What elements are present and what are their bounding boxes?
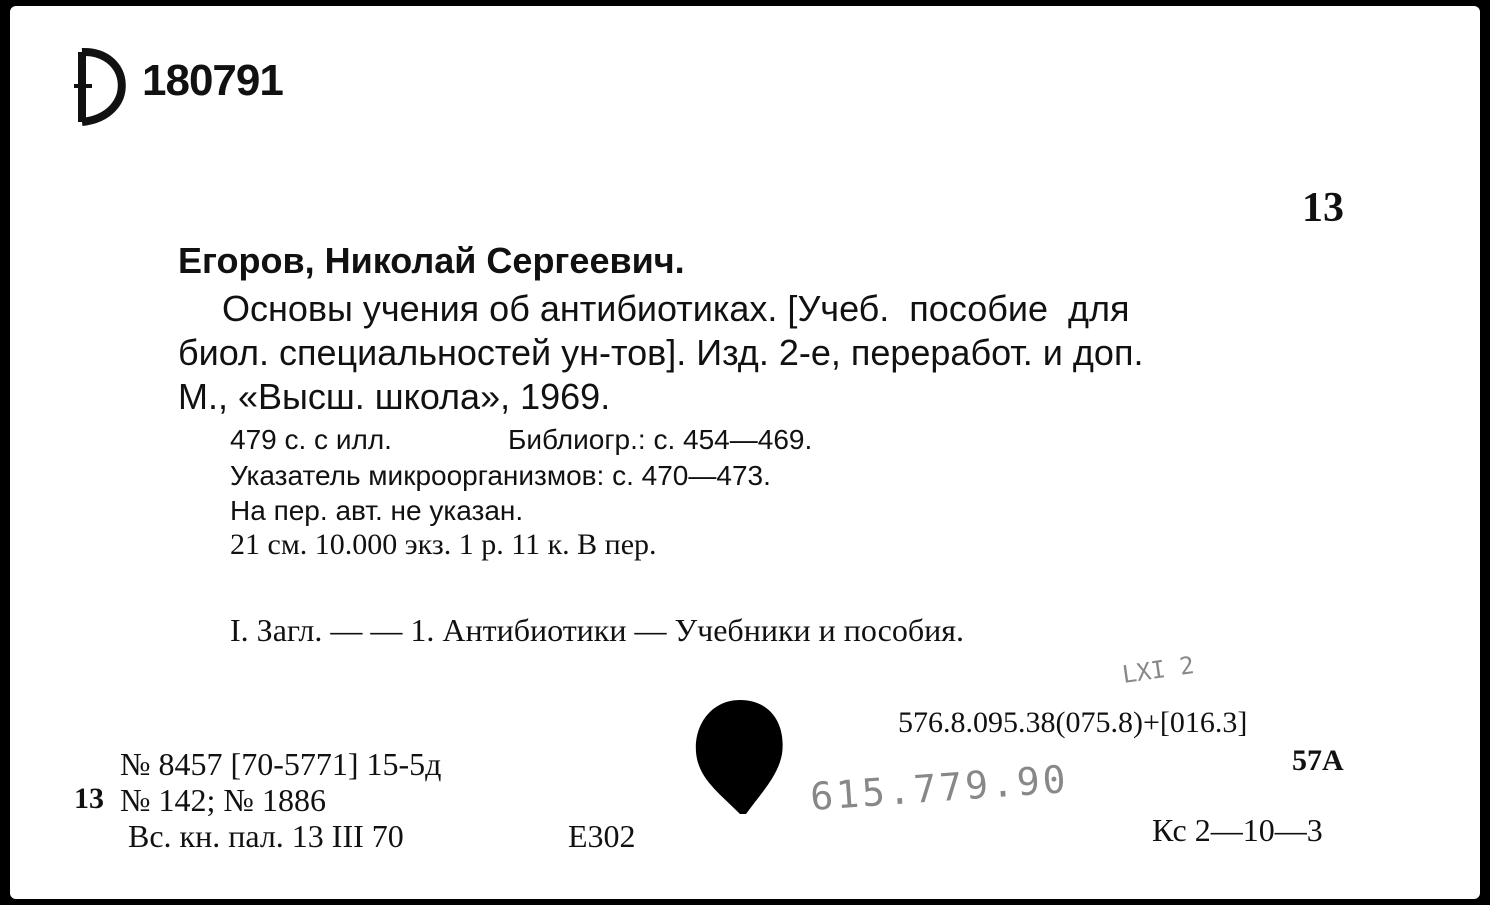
handwritten-shelf-number: 615.779.90 bbox=[808, 757, 1071, 819]
author-heading: Егоров, Николай Сергеевич. bbox=[178, 240, 685, 281]
udc-code: 576.8.095.38(075.8)+[016.3] bbox=[898, 706, 1248, 739]
registry-line-1: № 8457 [70-5771] 15-5д bbox=[120, 746, 442, 782]
catalog-card bbox=[10, 6, 1480, 899]
title-line-1: Основы учения об антибиотиках. [Учеб. пособие для bbox=[222, 288, 1130, 329]
accession-number: 180791 bbox=[142, 56, 283, 105]
card-number: 13 bbox=[1302, 185, 1344, 231]
kc-code: Кс 2—10—3 bbox=[1152, 812, 1323, 848]
title-line-3: М., «Высш. школа», 1969. bbox=[178, 376, 611, 417]
class-code: 57A bbox=[1292, 744, 1344, 777]
pages-info: 479 с. с илл. bbox=[230, 424, 392, 455]
registry-line-3: Вс. кн. пал. 13 III 70 bbox=[128, 818, 404, 854]
author-note: На пер. авт. не указан. bbox=[230, 495, 524, 526]
registry-line-2-prefix: 13 bbox=[74, 782, 104, 815]
registry-line-2: № 142; № 1886 bbox=[120, 782, 326, 818]
d-mark-icon bbox=[72, 46, 142, 130]
bibliography-info: Библиогр.: с. 454—469. bbox=[508, 424, 813, 455]
pencil-mark: LXI 2 bbox=[1120, 651, 1196, 689]
title-line-2: биол. специальностей ун-тов]. Изд. 2-е, переработ. и доп. bbox=[178, 332, 1144, 373]
format-info: 21 см. 10.000 экз. 1 р. 11 к. В пер. bbox=[230, 528, 657, 561]
library-stamp bbox=[72, 46, 142, 135]
ink-blot-icon bbox=[690, 696, 790, 818]
tracing-line: I. Загл. — — 1. Антибиотики — Учебники и пособия. bbox=[230, 612, 964, 648]
index-info: Указатель микроорганизмов: с. 470—473. bbox=[230, 460, 771, 491]
printer-code: E302 bbox=[568, 818, 636, 854]
